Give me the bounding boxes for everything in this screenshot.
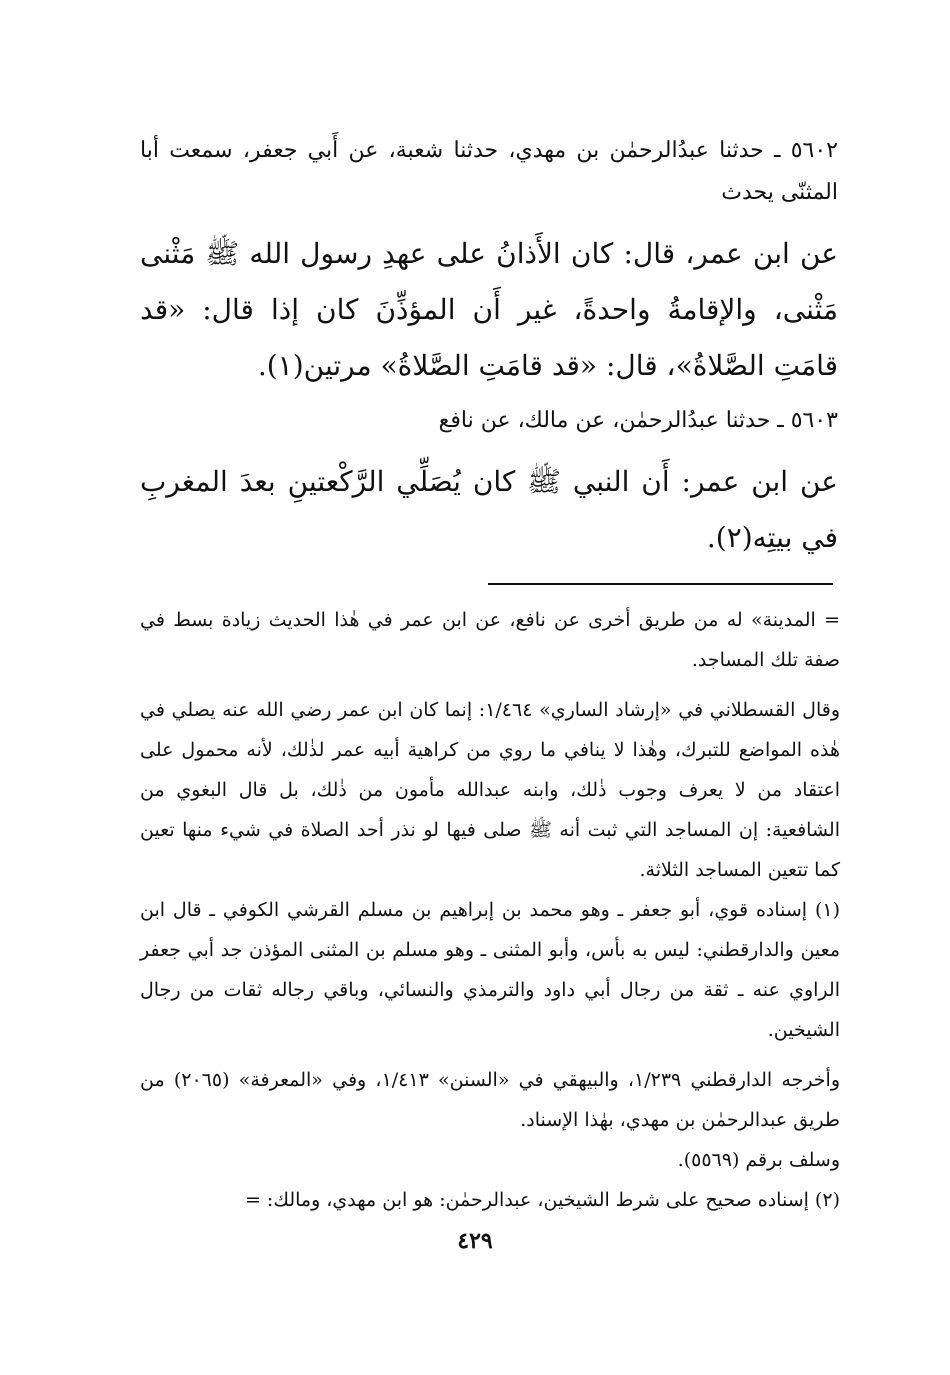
hadith-5603-matn: عن ابن عمر: أَن النبي ﷺ كان يُصَلِّي الرَّكْعتينِ بعدَ المغربِ في بيتِه(٢). [140,465,838,554]
footnotes [140,600,840,1220]
footnote-continuation: = المدينة» له من طريق أخرى عن نافع، عن ابن عمر في هٰذا الحديث زيادة بسط في صفة تلك المساجد. [140,609,840,671]
hadith-5602-isnad: ٥٦٠٢ ـ حدثنا عبدُالرحمٰن بن مهدي، حدثنا شعبة، عن أَبي جعفر، سمعت أبا المثنّى يحدث [140,138,838,205]
footnote-separator [488,583,833,585]
footnote-1: (١) إسناده قوي، أبو جعفر ـ وهو محمد بن إبراهيم بن مسلم القرشي الكوفي ـ قال ابن معين والدارقطني: ليس به بأس، وأبو المثنى ـ وهو مسلم بن المثنى المؤذن جد أبي جعفر الراوي عنه ـ ثقة من رجال أبي داود والترمذي والنسائي، وباقي رجاله ثقات من رجال الشيخين. [140,899,840,1041]
page-number: ٤٢٩ [457,1228,493,1254]
footnote-1-takhrij: وأخرجه الدارقطني ١/٢٣٩، والبيهقي في «السنن» ١/٤١٣، وفي «المعرفة» (٢٠٦٥) من طريق عبدالرحمٰن بن مهدي، بهٰذا الإسناد. [140,1069,841,1131]
footnote-qastallani: وقال القسطلاني في «إرشاد الساري» ١/٤٦٤: إنما كان ابن عمر رضي الله عنه يصلي في هٰذه المواضع للتبرك، وهٰذا لا ينافي ما روي من كراهية أبيه عمر لذٰلك، لأنه محمول على اعتقاد من لا يعرف وجوب ذٰلك، وابنه عبدالله مأمون من ذٰلك، بل قال البغوي من الشافعية: إن المساجد التي ثبت أنه ﷺ صلى فيها لو نذر أحد الصلاة في شيء منها تعين كما تتعين المساجد الثلاثة. [140,699,840,881]
footnote-2: (٢) إسناده صحيح على شرط الشيخين، عبدالرحمٰن: هو ابن مهدي، ومالك: = [244,1189,840,1211]
hadith-5603-isnad: ٥٦٠٣ ـ حدثنا عبدُالرحمٰن، عن مالك، عن نافع [438,408,838,433]
main-text [140,130,838,566]
hadith-5602-matn: عن ابن عمر، قال: كان الأَذانُ على عهدِ رسول الله ﷺ مَثْنى مَثْنى، والإقامةُ واحدةً، غير أَن المؤذِّنَ كان إذا قال: «قد قامَتِ الصَّلاةُ»، قال: «قد قامَتِ الصَّلاةُ» مرتين(١). [140,237,838,382]
footnote-1-cross-reference: وسلف برقم (٥٥٦٩). [677,1149,840,1171]
